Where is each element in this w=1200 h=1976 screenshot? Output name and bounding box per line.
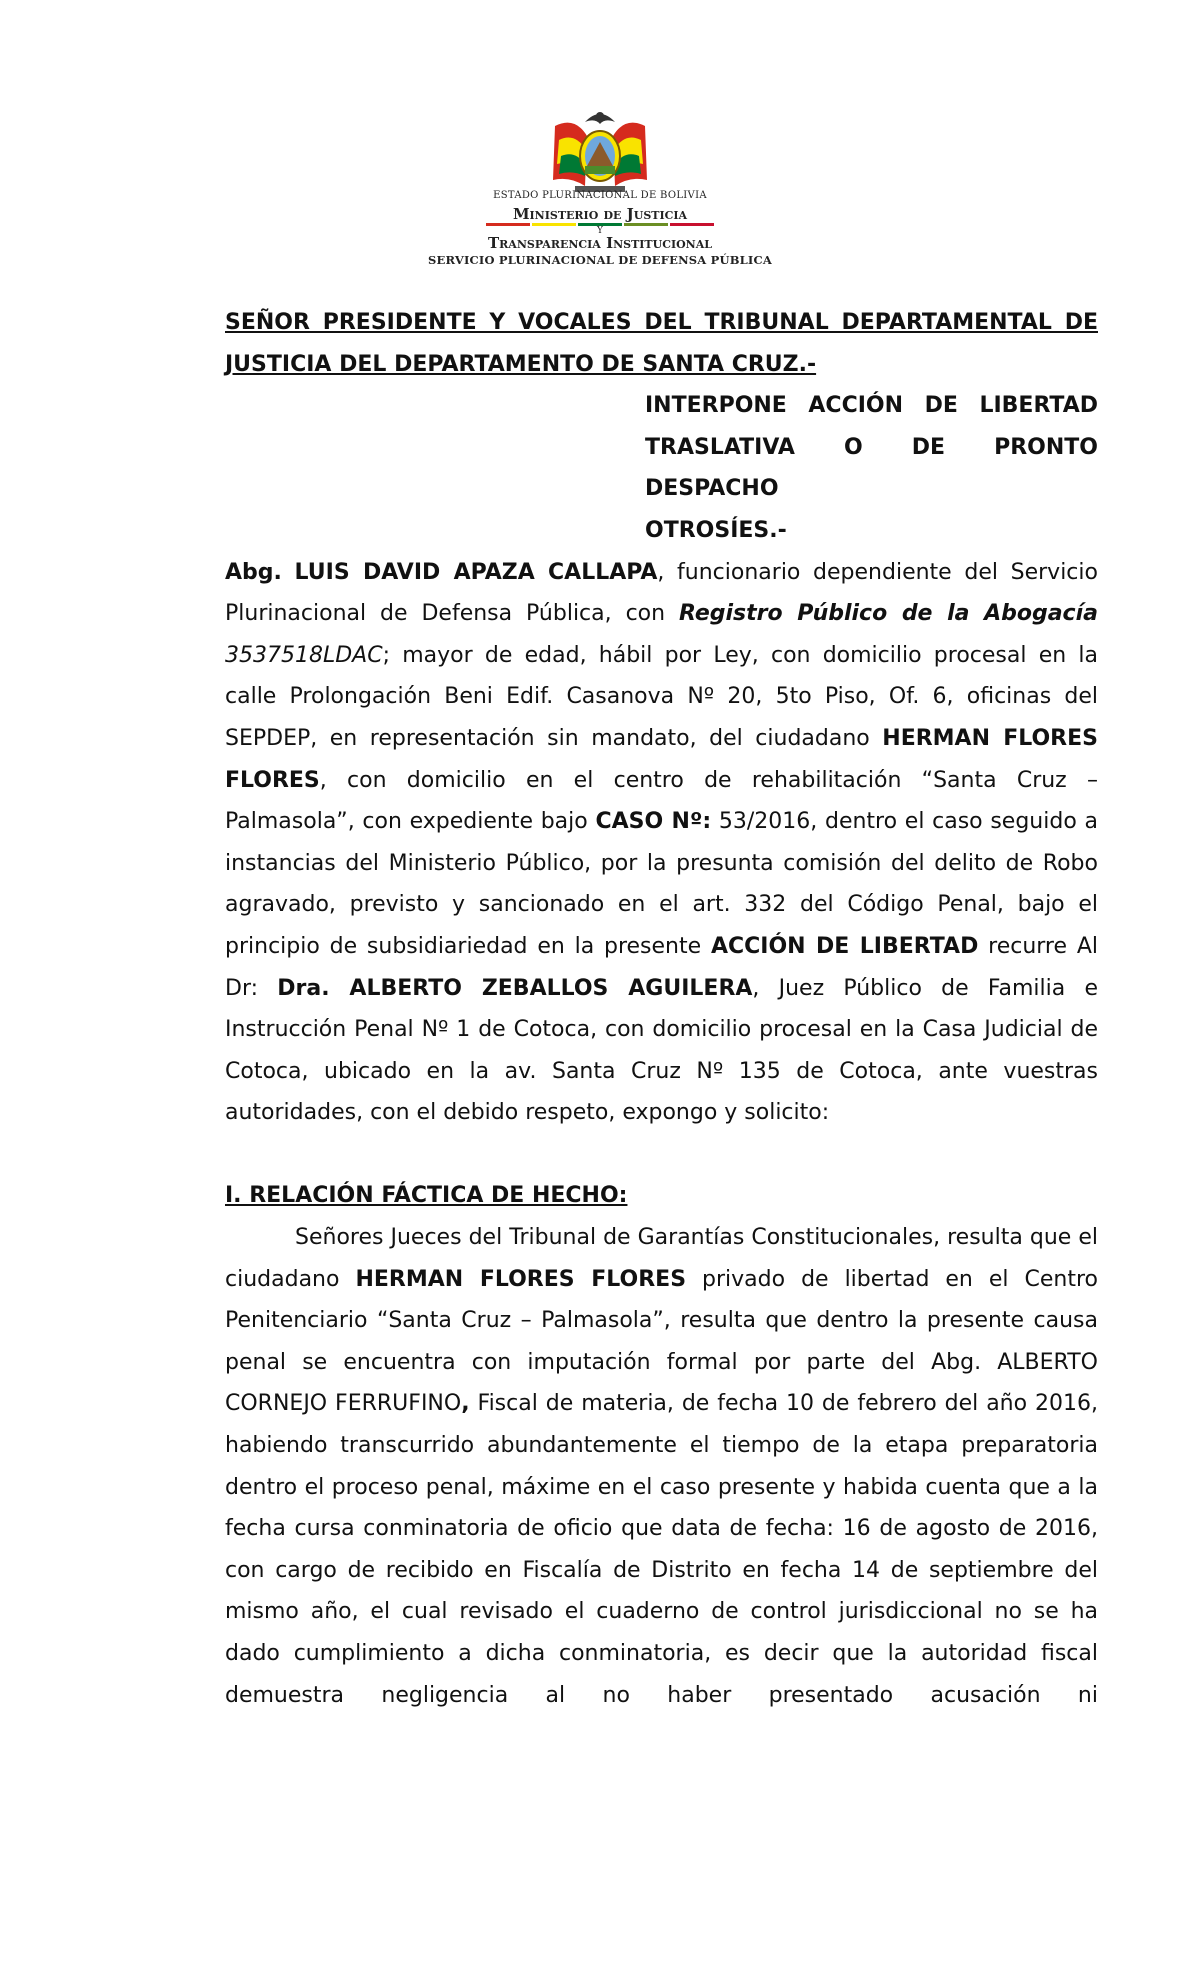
letterhead-transparency: Transparencia Institucional [487, 234, 712, 252]
caso-label: CASO Nº: [595, 809, 712, 835]
section-text-1: Señores Jueces del Tribunal de Garantías Constitucionales, resulta que el ciudadano [225, 1225, 1098, 1292]
addressee: SEÑOR PRESIDENTE Y VOCALES DEL TRIBUNAL DEPARTAMENTAL DE JUSTICIA DEL DEPARTAMENTO DE SANTA CRUZ.- [225, 310, 1098, 377]
letterhead-state: ESTADO PLURINACIONAL DE BOLIVIA [493, 190, 707, 201]
bold-comma: , [461, 1391, 470, 1417]
section-title: I. RELACIÓN FÁCTICA DE HECHO: [225, 1183, 628, 1209]
document-body [225, 302, 1098, 1716]
letterhead-service: SERVICIO PLURINACIONAL DE DEFENSA PÚBLICA [428, 253, 772, 267]
intro-text-6: , Juez Público de Familia e Instrucción Penal Nº 1 de Cotoca, con domicilio procesal en la Casa Judicial de Cotoca, ubicado en la av. Santa Cruz Nº 135 de Cotoca, ante vuestras autoridades, con el debido respeto, expongo y solicito: [225, 975, 1098, 1126]
letterhead-ministry: Ministerio de Justicia [512, 205, 688, 223]
intro-text-5: recurre Al Dr: [225, 933, 1098, 1001]
intro-text-4: dentro el caso seguido a instancias del Ministerio Público, por la presunta comisión del delito de Robo agravado, previsto y sancionado en el art. 332 del Código Penal, bajo el principio de subsidiariedad en la presente [225, 809, 1098, 959]
client-name: HERMAN FLORES FLORES [225, 725, 1098, 793]
judge-name: Dra. ALBERTO ZEBALLOS AGUILERA [277, 975, 753, 1001]
petition-title: INTERPONE ACCIÓN DE LIBERTAD TRASLATIVA O DE PRONTO DESPACHO [645, 393, 1098, 502]
registro-number: 3537518LDAC [225, 642, 383, 668]
intro-text-2: ; mayor de edad, hábil por Ley, con domicilio procesal en la calle Prolongación Beni Edif. Casanova Nº 20, 5to Piso, Of. 6, oficinas del SEPDEP, en representación sin mandato, del ciudadano [225, 642, 1098, 751]
letterhead-and: Y [597, 226, 603, 236]
otrosies-title: OTROSÍES.- [645, 517, 787, 543]
section-text-3: Fiscal de materia, de fecha 10 de febrero del año 2016, habiendo transcurrido abundantemente el tiempo de la etapa preparatoria dentro el proceso penal, máxime en el caso presente y habida cuenta que a la fecha cursa conminatoria de oficio que data de fecha: 16 de agosto de 2016, con cargo de recibido en Fiscalía de Distrito en fecha 14 de septiembre del mismo año, el cual revisado el cuaderno de control jurisdiccional no se ha dado cumplimiento a dicha conminatoria, es decir que la autoridad fiscal demuestra negligencia al no haber presentado acusación ni [225, 1391, 1099, 1708]
lawyer-name: LUIS DAVID APAZA CALLAPA [294, 559, 658, 585]
abg-prefix: Abg. [225, 559, 282, 585]
section-paragraph [225, 1217, 1098, 1716]
intro-text-1: , funcionario dependiente del Servicio Plurinacional de Defensa Pública, con [225, 559, 1098, 627]
spacer [225, 1134, 1098, 1176]
intro-text-3: , con domicilio en el centro de rehabilitación “Santa Cruz – Palmasola”, con expediente bajo [225, 767, 1098, 835]
bolivia-coat-of-arms-icon [545, 106, 655, 198]
intro-paragraph [225, 552, 1098, 1134]
caso-number: 53/2016, [711, 809, 818, 835]
accion-libertad: ACCIÓN DE LIBERTAD [710, 933, 979, 959]
section-text-2: privado de libertad en el Centro Penitenciario “Santa Cruz – Palmasola”, resulta que dentro la presente causa penal se encuentra con imputación formal por parte del Abg. ALBERTO CORNEJO FERRUFINO [225, 1266, 1098, 1417]
section-client-name: HERMAN FLORES FLORES [355, 1266, 687, 1292]
registro-label: Registro Público de la Abogacía [679, 601, 1098, 627]
